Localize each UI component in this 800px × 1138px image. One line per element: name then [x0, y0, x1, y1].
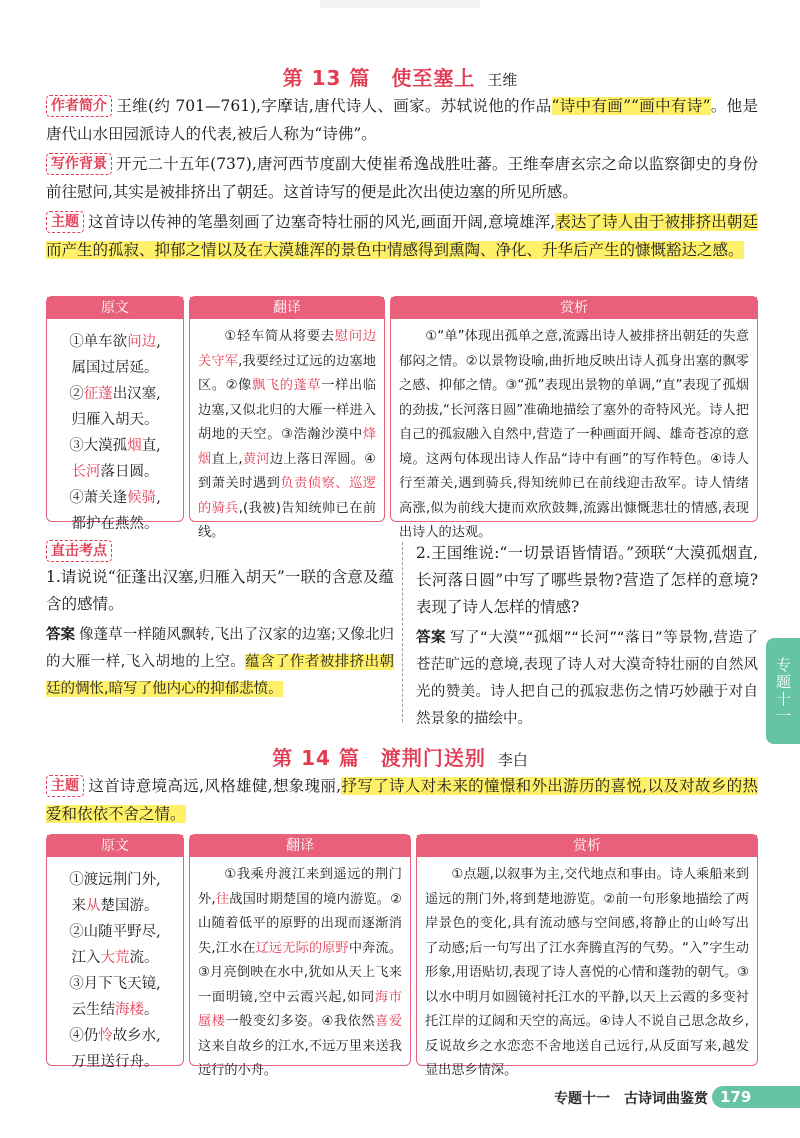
poem13-title-text: 第 13 篇 使至塞上	[282, 66, 476, 90]
poem-line	[55, 919, 175, 945]
poem-line-text: 出汉塞,	[112, 386, 161, 402]
question-2: 2.王国维说:“一切景语皆情语。”颈联“大漠孤烟直,长河落日圆”中写了哪些景物?营造了怎样的意境?表现了诗人怎样的情感?	[416, 544, 758, 616]
theme14-text: 这首诗意境高远,风格雄健,想象瑰丽,	[88, 777, 342, 795]
translation-text: 直上,	[211, 451, 243, 467]
answer-1	[46, 622, 394, 703]
answer-2-text: 写了“大漠”“孤烟”“长河”“落日”等景物,营造了苍茫旷远的意境,表现了诗人对大漠奇特壮丽的自然风光的赞美。诗人把自己的孤寂悲伤之情巧妙融于对自然景象的描绘中。	[416, 630, 758, 727]
question-1: 1.请说说“征蓬出汉塞,归雁入胡天”一联的含意及蕴含的感情。	[46, 568, 394, 613]
poem-keyword: 烟	[127, 438, 142, 454]
poem13-author: 王维	[487, 71, 518, 89]
poem-keyword: 问边	[127, 334, 157, 350]
translation-text: 这来自故乡的江水,不远万里来送我远行的小舟。	[198, 1038, 402, 1078]
exam-right	[416, 540, 758, 733]
poem-line	[55, 511, 175, 537]
translation-keyword: 慰问边关守军	[198, 329, 377, 369]
poem-line	[55, 433, 175, 459]
poem13-title	[0, 62, 800, 91]
poem-line	[55, 407, 175, 433]
poem13-col-appreciation	[390, 296, 758, 540]
col14-header-translation: 翻译	[190, 835, 410, 857]
poem-line-text: ,	[156, 490, 161, 506]
theme14-highlight: 抒写了诗人对未来的憧憬和外出游历的喜悦,以及对故乡的热爱和依依不舍之情。	[46, 777, 758, 823]
poem-line-text: ④萧关逢	[69, 490, 128, 506]
poem-line-text: 云生结	[71, 1002, 115, 1018]
poem-line-text: 流。	[129, 950, 159, 966]
translation-text: 一样出临边塞,又似北归的大雁一样进入胡地的天空。③浩瀚沙漠中	[198, 378, 377, 442]
poem-line	[55, 945, 175, 971]
translation-keyword: 烽烟	[198, 427, 376, 467]
translation-keyword: 喜爱	[375, 1014, 403, 1029]
poem-keyword: 海楼	[115, 1002, 144, 1018]
poem-line-text: ③大漠孤	[69, 438, 128, 454]
answer-1-text: 像蓬草一样随风飘转,飞出了汉家的边塞;又像北归的大雁一样,飞入胡地的上空。	[46, 627, 395, 670]
poem14-title	[0, 742, 800, 771]
background-badge: 写作背景	[46, 153, 112, 175]
poem-line	[55, 459, 175, 485]
translation-keyword: 飘飞的蓬草	[252, 378, 322, 393]
poem-line	[55, 997, 175, 1023]
theme14-badge: 主题	[46, 775, 84, 797]
poem14-table	[46, 834, 758, 1078]
poem-line-text: 来	[71, 898, 86, 914]
poem-line-text: ②	[69, 386, 84, 402]
poem-line	[55, 893, 175, 919]
poem-keyword: 从	[86, 898, 101, 914]
poem-line-text: ①单车欲	[69, 334, 128, 350]
translation-text: 一般变幻多姿。④我依然	[225, 1014, 376, 1029]
poem-line-text: ,	[156, 334, 161, 350]
author-intro-highlight: “诗中有画”“画中有诗”	[551, 97, 711, 115]
translation-text: ①我乘舟渡江来到遥远的荆门外,	[198, 867, 402, 907]
poem14-translation-text	[190, 857, 410, 1090]
poem-line-text: 归雁入胡天。	[71, 412, 159, 428]
poem-line	[55, 1049, 175, 1075]
translation-keyword: 往	[215, 891, 230, 907]
translation-keyword: 负责侦察、巡逻的骑兵	[198, 476, 376, 516]
poem-line-text: 落日圆。	[100, 464, 159, 480]
translation-keyword: 海市蜃楼	[198, 989, 402, 1029]
poem-line-text: 万里送行舟。	[71, 1054, 159, 1070]
poem-line	[55, 485, 175, 511]
poem-line-text: 直,	[141, 438, 161, 454]
author-intro-badge: 作者简介	[46, 95, 112, 117]
poem14-col-translation	[189, 834, 411, 1078]
poem-line-text: 都护在燕然。	[71, 516, 159, 532]
poem14-original-text	[47, 857, 183, 1081]
poem13-theme	[46, 208, 758, 264]
theme-highlight: 表达了诗人由于被排挤出朝廷而产生的孤寂、抑郁之情以及在大漠雄浑的景色中情感得到熏陶、净化、升华后产生的慷慨豁达之感。	[46, 213, 758, 259]
background-text: 开元二十五年(737),唐河西节度副大使崔希逸战胜吐蕃。王维奉唐玄宗之命以监察御史的身份前往慰问,其实是被排挤出了朝廷。这首诗写的便是此次出使边塞的所见所感。	[46, 155, 758, 201]
exam-left	[46, 540, 394, 703]
poem-line-text: 属国过居延。	[71, 360, 159, 376]
poem13-col-translation	[189, 296, 385, 540]
answer-1-label: 答案	[46, 627, 76, 643]
poem13-author-intro	[46, 92, 758, 148]
poem13-table	[46, 296, 758, 540]
poem-line	[55, 971, 175, 997]
poem13-background	[46, 150, 758, 206]
poem-line	[55, 329, 175, 355]
poem14-author: 李白	[497, 751, 528, 769]
answer-1-highlight: 蕴含了作者被排挤出朝廷的惆怅,暗写了他内心的抑郁悲愤。	[46, 654, 395, 697]
author-intro-text: 王维(约 701—761),字摩诘,唐代诗人、画家。苏轼说他的作品	[116, 97, 552, 115]
side-topic-tab[interactable]: 专题十一	[766, 638, 800, 744]
translation-text: ,(我被)告知统帅已在前线。	[198, 500, 377, 540]
translation-text: 中奔流。③月亮倒映在水中,犹如从天上飞来一面明镜,空中云霞兴起,如同	[198, 940, 403, 1005]
poem-keyword: 征蓬	[83, 386, 113, 402]
col-header-original: 原文	[47, 297, 183, 319]
poem-line	[55, 1023, 175, 1049]
poem13-translation-text	[190, 319, 384, 552]
poem-line-text: ③月下飞天镜,	[69, 976, 161, 992]
poem14-col-original	[46, 834, 184, 1070]
translation-text: ,我要经过辽远的边塞地区。②像	[198, 353, 376, 393]
theme-badge: 主题	[46, 211, 84, 233]
poem-keyword: 怜	[98, 1028, 113, 1044]
poem-line	[55, 355, 175, 381]
exam-divider	[402, 542, 403, 722]
poem-line-text: 故乡水,	[112, 1028, 161, 1044]
poem-line-text: 。	[144, 1002, 159, 1018]
translation-text: 战国时期楚国的境内游览。②山随着低平的原野的出现而逐渐消失,江水在	[198, 891, 402, 956]
poem-line-text: 江入	[71, 950, 101, 966]
poem-line	[55, 381, 175, 407]
col-header-translation: 翻译	[190, 297, 384, 319]
answer-2-label: 答案	[416, 630, 447, 646]
footer-topic: 专题十一	[554, 1091, 610, 1107]
poem14-theme	[46, 772, 758, 828]
poem-line-text: ②山随平野尽,	[69, 924, 161, 940]
footer-label	[554, 1088, 708, 1108]
poem-line	[55, 867, 175, 893]
poem14-col-appreciation	[416, 834, 758, 1078]
poem-keyword: 候骑	[127, 490, 157, 506]
page-number: 179	[712, 1086, 800, 1108]
poem-keyword: 大荒	[100, 950, 130, 966]
poem-line-text: ④仍	[69, 1028, 99, 1044]
footer-subject: 古诗词曲鉴赏	[624, 1091, 708, 1107]
col-header-appreciation: 赏析	[391, 297, 757, 319]
poem13-appreciation-text: ①“单”体现出孤单之意,流露出诗人被排挤出朝廷的失意郁闷之情。②以景物设喻,曲折地反映出诗人孤身出塞的飘零之感、抑郁之情。③“孤”表现出景物的单调,“直”表现了孤烟的劲拔,“长河落日圆”准确地描绘了塞外的奇特风光。诗人把自己的孤寂融入自然中,营造了一种画面开阔、雄奇苍凉的意境。这两句体现出诗人作品“诗中有画”的写作特色。④诗人行至萧关,遇到骑兵,得知统帅已在前线迎击敌军。诗人情绪高涨,似为前线大捷而欢欣鼓舞,流露出慷慨悲壮的情感,表现出诗人的达观。	[399, 329, 749, 540]
translation-text: ①轻车简从将要去	[224, 329, 335, 344]
author-intro-text2: 。他是唐代山水田园派诗人的代表,被后人称为“诗佛”。	[46, 97, 758, 143]
col14-header-original: 原文	[47, 835, 183, 857]
scan-artifact	[320, 0, 480, 8]
exam-badge: 直击考点	[46, 540, 112, 562]
poem14-title-text: 第 14 篇 渡荆门送别	[272, 746, 486, 770]
translation-text: 边上落日浑圆。④到萧关时遇到	[198, 451, 376, 491]
poem-keyword: 长河	[71, 464, 101, 480]
poem13-original-text	[47, 319, 183, 543]
translation-keyword: 黄河	[242, 451, 270, 467]
poem-line-text: 楚国游。	[100, 898, 159, 914]
answer-2	[416, 625, 758, 733]
poem13-col-original	[46, 296, 184, 532]
theme-text: 这首诗以传神的笔墨刻画了边塞奇特壮丽的风光,画面开阔,意境雄浑,	[88, 213, 556, 231]
col14-header-appreciation: 赏析	[417, 835, 757, 857]
page-footer	[0, 1084, 800, 1112]
translation-keyword: 辽远无际的原野	[255, 940, 349, 956]
poem14-appreciation-text: ①点题,以叙事为主,交代地点和事由。诗人乘船来到遥远的荆门外,将到楚地游览。②前一句形象地描绘了两岸景色的变化,具有流动感与空间感,将静止的山岭写出了动感;后一句写出了江水奔腾直泻的气势。“入”字生动形象,用语贴切,表现了诗人喜悦的心情和蓬勃的朝气。③以水中明月如圆镜衬托江水的平静,以天上云霞的多变衬托江岸的辽阔和天空的高远。④诗人不说自己思念故乡,反说故乡之水恋恋不舍地送自己远行,从反面写来,越发显出思乡情深。	[425, 867, 749, 1078]
poem-line-text: ①渡远荆门外,	[69, 872, 161, 888]
